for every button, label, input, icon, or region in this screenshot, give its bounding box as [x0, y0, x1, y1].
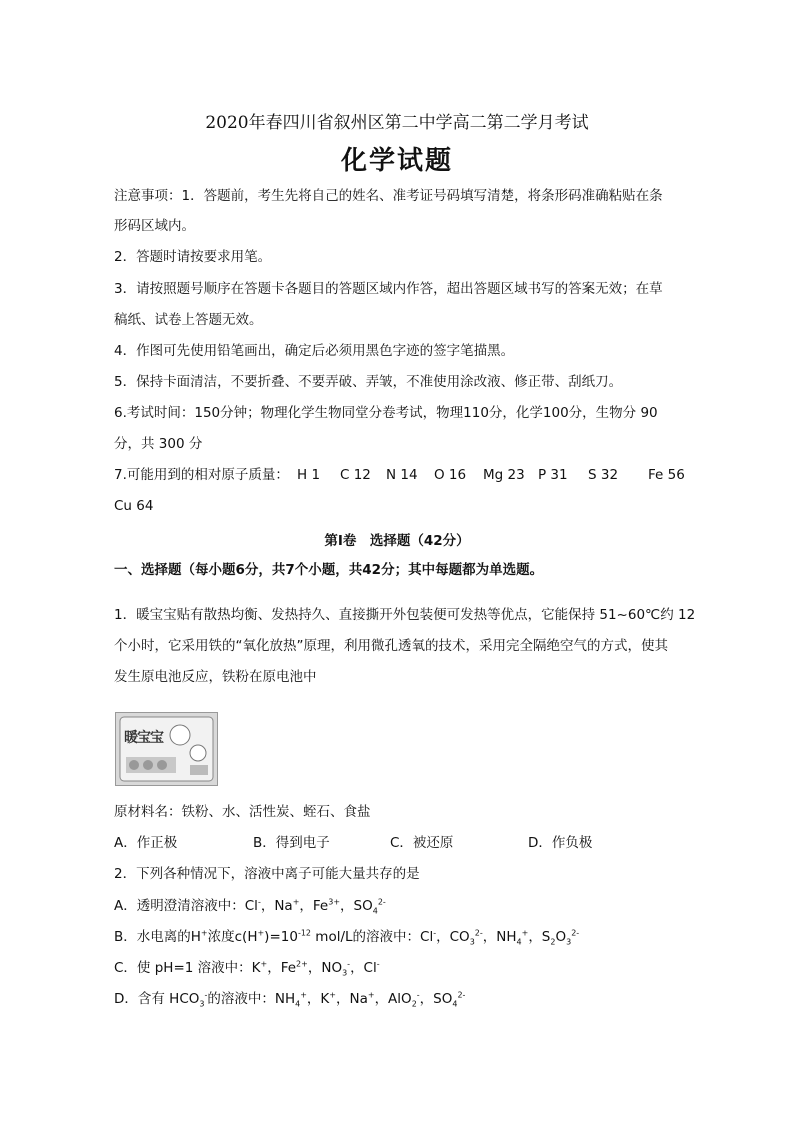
atomic-mass-label: 7.可能用到的相对原子质量：: [114, 467, 289, 483]
note-1-cont: 形码区域内。: [114, 218, 195, 234]
note-1: 注意事项：1．答题前，考生先将自己的姓名、准考证号码填写清楚，将条形码准确粘贴在条: [114, 188, 663, 204]
q1-stem-line-1: 1．暖宝宝贴有散热均衡、发热持久、直接撕开外包装便可发热等优点，它能保持 51~60℃约 12: [114, 607, 696, 623]
section-instruction: 一、选择题（每小题6分，共7个小题，共42分；其中每题都为单选题。: [114, 562, 544, 578]
q2-option-a-label: A．透明澄清溶液中：: [114, 898, 245, 914]
q2-option-b-tail: 的溶液中：: [352, 929, 421, 945]
q1-option-d: D．作负极: [528, 835, 593, 851]
q1-option-a: A．作正极: [114, 835, 178, 851]
q2-option-b-mid: 浓度: [207, 929, 235, 945]
q1-option-c: C．被还原: [390, 835, 454, 851]
q1-option-b: B．得到电子: [253, 835, 330, 851]
q2-option-d: D．含有 $HCO_3^-$的溶液中：$NH_4^+$，K+，Na+，AlO$_2$-，$SO_4^{2-}$: [114, 990, 466, 1009]
atomic-mass-o: O 16: [434, 467, 467, 483]
note-4: 4．作图可先使用铅笔画出，确定后必须用黑色字迹的签字笔描黑。: [114, 343, 515, 359]
note-2: 2．答题时请按要求用笔。: [114, 249, 272, 265]
note-6: 6.考试时间：150分钟；物理化学生物同堂分卷考试，物理110分，化学100分，生物分 90: [114, 405, 658, 421]
q2-option-b-label: B．水电离的: [114, 929, 191, 945]
q2-option-b: B．水电离的H+浓度$c(H^+)=10^{-12}$ mol/L的溶液中：Cl-，$CO_3^{2-}$，$NH_4^+$，$S_2O_3^{2-}$: [114, 928, 580, 947]
q1-materials: 原材料名：铁粉、水、活性炭、蛭石、食盐: [114, 804, 371, 820]
q1-stem-line-3: 发生原电池反应，铁粉在原电池中: [114, 669, 317, 685]
q2-stem: 2．下列各种情况下，溶液中离子可能大量共存的是: [114, 866, 420, 882]
q1-stem-line-2: 个小时，它采用铁的“氧化放热”原理，利用微孔透氧的技术，采用完全隔绝空气的方式，使其: [114, 638, 668, 654]
exam-title: 2020年春四川省叙州区第二中学高二第二学月考试: [205, 113, 589, 133]
subject-title: 化学试题: [340, 146, 453, 176]
note-7-cont: Cu 64: [114, 498, 154, 514]
warmer-patch-illustration: [116, 713, 217, 785]
atomic-mass-n: N 14: [386, 467, 418, 483]
atomic-mass-fe: Fe 56: [648, 467, 685, 483]
warmer-patch-brand: 暖宝宝: [124, 730, 163, 746]
q2-option-a: A．透明澄清溶液中：Cl-，Na+，$Fe^{3+}$，$SO_4^{2-}$: [114, 897, 386, 916]
section-title: 第Ⅰ卷 选择题（42分）: [324, 533, 470, 549]
q2-option-d-mid: 的溶液中：: [207, 991, 275, 1007]
q2-option-c-label: C．使 pH=1 溶液中：: [114, 960, 252, 976]
q2-option-d-label: D．含有 HCO: [114, 991, 200, 1007]
note-3-cont: 稿纸、试卷上答题无效。: [114, 312, 263, 328]
q2-option-c: C．使 pH=1 溶液中：K+，$Fe^{2+}$，$NO_3^-$，Cl-: [114, 959, 380, 978]
atomic-mass-p: P 31: [538, 467, 568, 483]
note-3: 3．请按照题号顺序在答题卡各题目的答题区域内作答，超出答题区域书写的答案无效；在草: [114, 281, 663, 297]
warmer-patch-image: [115, 712, 218, 786]
note-5: 5．保持卡面清洁，不要折叠、不要弄破、弄皱，不准使用涂改液、修正带、刮纸刀。: [114, 374, 623, 390]
note-6-cont: 分，共 300 分: [114, 436, 203, 452]
atomic-mass-c: C 12: [340, 467, 371, 483]
atomic-mass-h: H 1: [297, 467, 321, 483]
atomic-mass-s: S 32: [588, 467, 619, 483]
note-7: [114, 465, 684, 485]
atomic-mass-mg: Mg 23: [483, 467, 525, 483]
